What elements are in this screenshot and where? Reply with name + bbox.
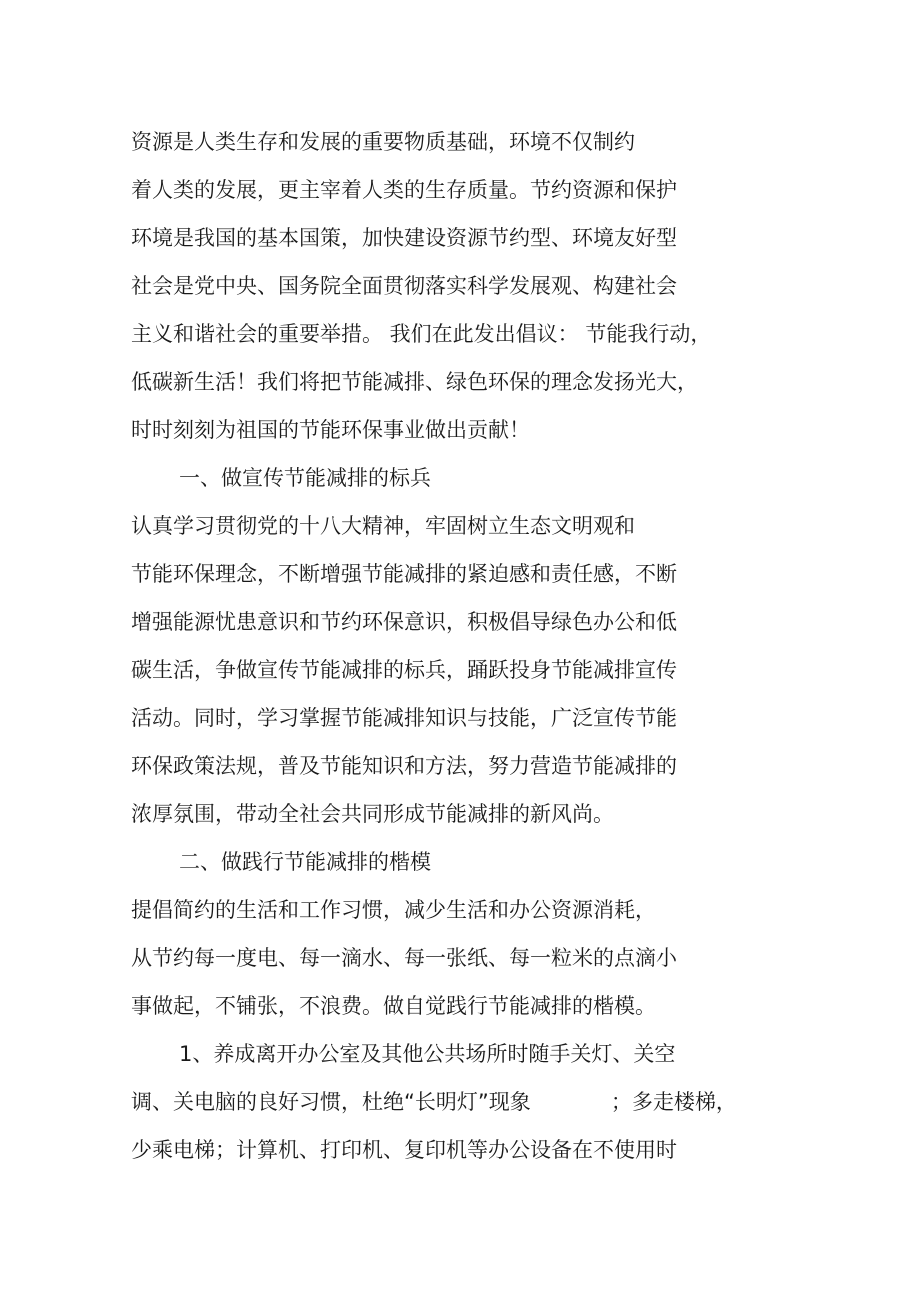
text-line-5: 主义和谐社会的重要举措。 我们在此发出倡议： 节能我行动， [131,322,712,346]
text-line-7: 时时刻刻为祖国的节能环保事业做出贡献！ [131,418,530,442]
section-heading-1: 一、做宣传节能减排的标兵 [179,466,431,490]
text-line-8: 认真学习贯彻党的十八大精神，牢固树立生态文明观和 [131,514,635,538]
text-line-4: 社会是党中央、国务院全面贯彻落实科学发展观、构建社会 [131,274,677,298]
text-line-10: 增强能源忧患意识和节约环保意识，积极倡导绿色办公和低 [131,610,677,634]
text-line-2: 着人类的发展，更主宰着人类的生存质量。节约资源和保护 [131,178,677,202]
section-heading-2: 二、做践行节能减排的楷模 [179,850,431,874]
text-line-17: 事做起，不铺张，不浪费。做自觉践行节能减排的楷模。 [131,994,656,1018]
text-line-1: 资源是人类生存和发展的重要物质基础，环境不仅制约 [131,130,635,154]
text-line-9: 节能环保理念，不断增强节能减排的紧迫感和责任感，不断 [131,562,677,586]
numbered-item-1: 1、养成离开办公室及其他公共场所时随手关灯、关空 [179,1042,676,1066]
text-line-6: 低碳新生活！我们将把节能减排、绿色环保的理念发扬光大， [131,370,698,394]
text-line-12: 活动。同时，学习掌握节能减排知识与技能，广泛宣传节能 [131,706,677,730]
text-line-15: 提倡简约的生活和工作习惯，减少生活和办公资源消耗， [131,898,656,922]
text-line-14: 浓厚氛围，带动全社会共同形成节能减排的新风尚。 [131,802,614,826]
text-line-11: 碳生活，争做宣传节能减排的标兵，踊跃投身节能减排宣传 [131,658,677,682]
text-line-18: 调、关电脑的良好习惯，杜绝“长明灯”现象 ；多走楼梯， [131,1090,737,1114]
text-line-13: 环保政策法规，普及节能知识和方法，努力营造节能减排的 [131,754,677,778]
text-line-19: 少乘电梯；计算机、打印机、复印机等办公设备在不使用时 [131,1138,677,1162]
text-line-3: 环境是我国的基本国策，加快建设资源节约型、环境友好型 [131,226,677,250]
text-line-16: 从节约每一度电、每一滴水、每一张纸、每一粒米的点滴小 [131,946,677,970]
